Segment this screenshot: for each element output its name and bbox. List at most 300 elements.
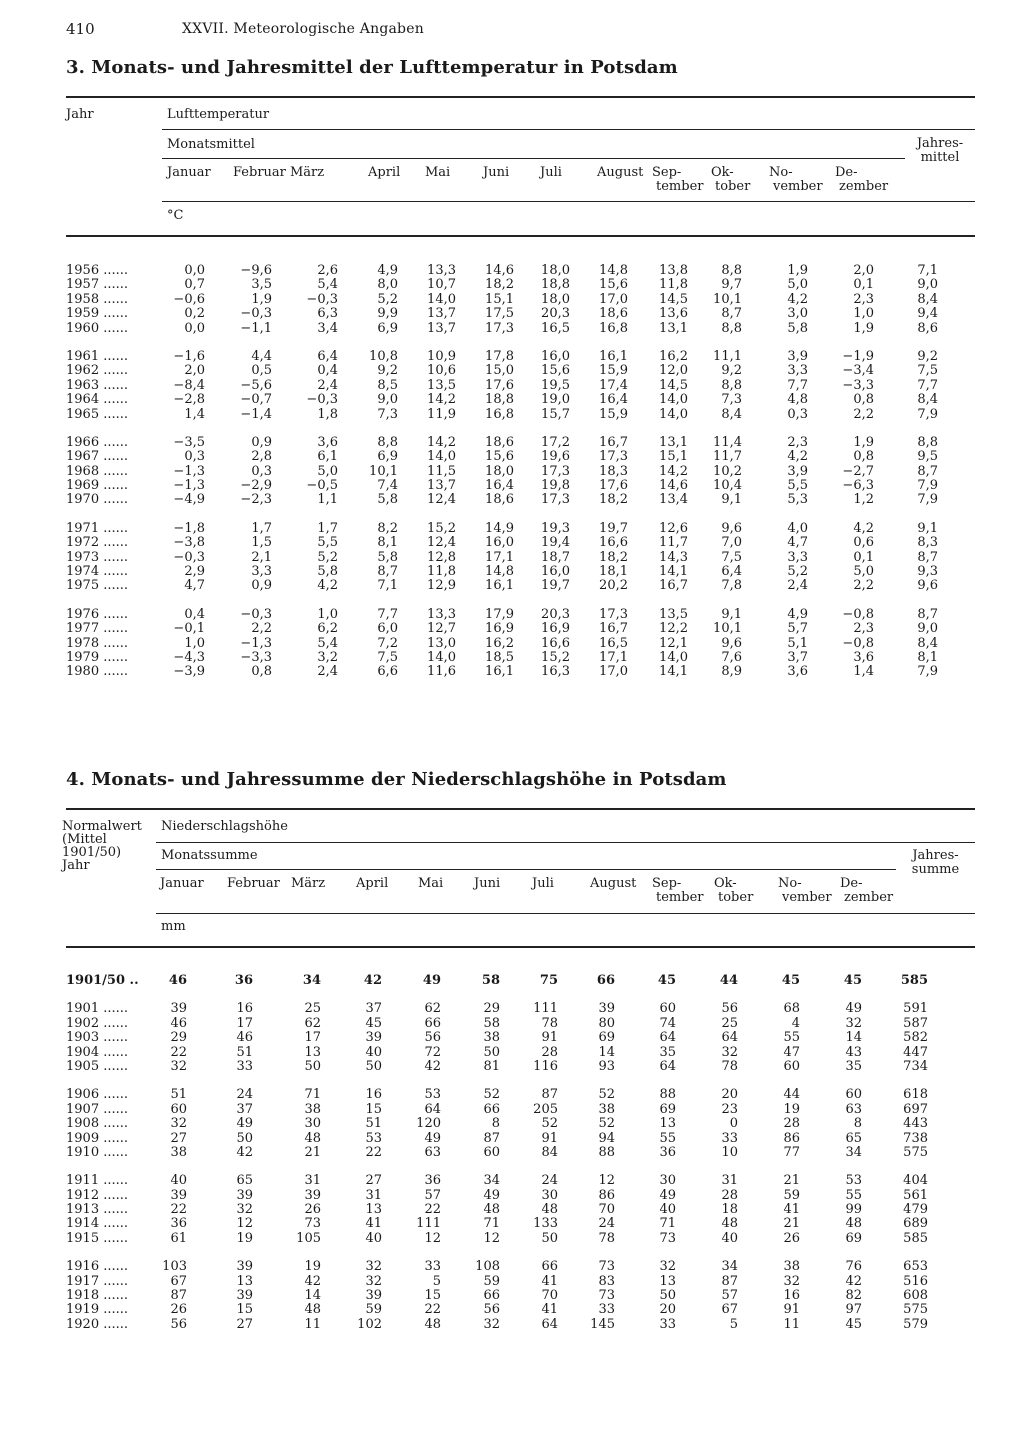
table4-cell: 62 — [304, 1015, 321, 1031]
table3-cell: 2,2 — [853, 406, 874, 422]
table4-cell: 102 — [357, 1316, 382, 1332]
table4-cell: 68 — [783, 1001, 800, 1017]
table3-row — [0, 536, 1024, 550]
table3-cell: 8,8 — [721, 320, 742, 336]
table3-cell: 7,1 — [917, 263, 938, 278]
table4-cell: 43 — [845, 1044, 862, 1060]
table4-cell: 38 — [783, 1259, 800, 1275]
table3-cell: −4,9 — [173, 492, 205, 508]
table4-cell: 25 — [304, 1001, 321, 1017]
table3-cell: −0,3 — [306, 392, 338, 408]
table4-cell: 71 — [304, 1087, 321, 1103]
table4-cell: 87 — [483, 1130, 500, 1146]
table3-cell: 19,8 — [541, 478, 570, 494]
table3-cell: 14,0 — [427, 449, 456, 465]
table3-row-group — [0, 608, 1024, 680]
table3-cell: −2,8 — [173, 392, 205, 408]
table3-rule-group — [162, 129, 975, 130]
table3-rule-months — [162, 201, 975, 202]
table3-cell: 20,2 — [599, 578, 628, 594]
table4-cell: 13 — [236, 1273, 253, 1289]
table4-row — [0, 1146, 1024, 1160]
table4-cell: 36 — [659, 1144, 676, 1160]
table3-cell: 5,2 — [787, 564, 808, 580]
table4-cell: 52 — [541, 1116, 558, 1132]
table4-cell: 73 — [598, 1288, 615, 1304]
table4-cell: 19 — [236, 1230, 253, 1246]
table4-cell: 39 — [598, 1001, 615, 1017]
table4-normal-cell: 58 — [481, 973, 500, 988]
table3-cell: −0,3 — [240, 606, 272, 622]
table3-cell: 9,3 — [917, 564, 938, 580]
table4-cell: 22 — [170, 1044, 187, 1060]
table3-cell: 17,3 — [541, 463, 570, 479]
table4-cell: 29 — [170, 1030, 187, 1046]
table4-row — [0, 1275, 1024, 1289]
table4-normal-cell: 44 — [719, 973, 738, 988]
table3-cell: 11,7 — [713, 449, 742, 465]
table4-cell: 88 — [598, 1144, 615, 1160]
table3-cell: −1,4 — [240, 406, 272, 422]
table3-month-header: Februar — [233, 165, 286, 180]
table4-cell: 41 — [541, 1273, 558, 1289]
table3-cell: 16,9 — [541, 621, 570, 637]
table3-cell: 16,9 — [485, 621, 514, 637]
table4-cell: 53 — [365, 1130, 382, 1146]
table3-cell: −5,6 — [240, 377, 272, 393]
table3-cell: 9,5 — [917, 449, 938, 465]
table3-cell: 9,1 — [721, 492, 742, 508]
table4-normal-cell: 34 — [302, 973, 321, 988]
table3-cell: −0,7 — [240, 392, 272, 408]
table3-cell: 8,7 — [917, 549, 938, 565]
table4-cell: 88 — [659, 1087, 676, 1103]
table3-cell: 9,7 — [721, 277, 742, 293]
table3-cell: 5,2 — [377, 291, 398, 307]
table4-cell: 37 — [365, 1001, 382, 1017]
table4-cell: 91 — [541, 1030, 558, 1046]
table3-cell: −1,9 — [842, 348, 874, 364]
table3-cell: 15,0 — [485, 363, 514, 379]
table4-cell: 13 — [659, 1116, 676, 1132]
table4-cell: 64 — [541, 1316, 558, 1332]
table3-cell: 3,4 — [317, 320, 338, 336]
table3-cell: 13,7 — [427, 478, 456, 494]
table4-cell: 49 — [659, 1187, 676, 1203]
table3-cell: 18,3 — [599, 463, 628, 479]
table3-cell: 16,4 — [485, 478, 514, 494]
table4-cell: 22 — [170, 1202, 187, 1218]
table4-cell: 56 — [483, 1302, 500, 1318]
table3-cell: 17,4 — [599, 377, 628, 393]
table4-cell: 30 — [541, 1187, 558, 1203]
table4-cell: 404 — [903, 1173, 928, 1189]
table4-cell: 31 — [304, 1173, 321, 1189]
table3-cell: 17,5 — [485, 306, 514, 322]
table3-cell: 15,6 — [541, 363, 570, 379]
table4-month-header: Januar — [160, 876, 204, 891]
table4-cell: 44 — [783, 1087, 800, 1103]
table4-cell: 82 — [845, 1288, 862, 1304]
table4-cell: 50 — [483, 1044, 500, 1060]
table3-cell: 3,9 — [787, 463, 808, 479]
table3-cell: 0,9 — [251, 578, 272, 594]
table4-cell: 71 — [659, 1216, 676, 1232]
table3-cell: 18,6 — [485, 492, 514, 508]
table3-cell: 1,9 — [853, 434, 874, 450]
table3-cell: 4,2 — [317, 578, 338, 594]
table4-cell: 22 — [424, 1202, 441, 1218]
table3-cell: 14,0 — [427, 649, 456, 665]
table3-cell: 4,2 — [787, 449, 808, 465]
table4-normal-cell: 49 — [422, 973, 441, 988]
table3-cell: 10,9 — [427, 348, 456, 364]
table4-cell: 575 — [903, 1144, 928, 1160]
table3-cell: 9,1 — [917, 520, 938, 536]
table4-cell: 5 — [432, 1273, 441, 1289]
table3-cell: 0,5 — [251, 363, 272, 379]
table3-cell: 17,6 — [599, 478, 628, 494]
table3-cell: 2,2 — [251, 621, 272, 637]
table4-cell: 91 — [783, 1302, 800, 1318]
table3-cell: 2,9 — [184, 564, 205, 580]
table3-cell: 0,4 — [184, 606, 205, 622]
table4-group-header: Niederschlagshöhe — [161, 819, 288, 834]
table3-cell: 4,9 — [787, 606, 808, 622]
table3-row — [0, 436, 1024, 450]
table3-row — [0, 493, 1024, 507]
table4-cell: 40 — [365, 1230, 382, 1246]
table3-cell: 5,8 — [377, 549, 398, 565]
table4-cell: 52 — [598, 1087, 615, 1103]
table3-cell: 17,8 — [485, 348, 514, 364]
table3-cell: 8,4 — [917, 392, 938, 408]
table4-cell: 34 — [845, 1144, 862, 1160]
table4-cell: 48 — [721, 1216, 738, 1232]
table4-cell: 55 — [659, 1130, 676, 1146]
table4-row-group — [0, 1088, 1024, 1160]
table4-cell: 73 — [598, 1259, 615, 1275]
table4-cell: 41 — [783, 1202, 800, 1218]
table4-cell: 689 — [903, 1216, 928, 1232]
table4-cell: 591 — [903, 1001, 928, 1017]
table4-cell: 31 — [721, 1173, 738, 1189]
table3-cell: 10,8 — [369, 348, 398, 364]
table4-cell: 14 — [845, 1030, 862, 1046]
table3-cell: 16,2 — [485, 635, 514, 651]
table4-cell: 38 — [170, 1144, 187, 1160]
table3-cell: 19,7 — [599, 520, 628, 536]
table3-cell: 8,8 — [377, 434, 398, 450]
table3-cell: 16,1 — [599, 348, 628, 364]
table3-cell: 14,8 — [599, 263, 628, 278]
table3-year-label: 1961 ...... — [66, 348, 129, 364]
table3-cell: 17,3 — [541, 492, 570, 508]
table3-cell: 16,7 — [599, 621, 628, 637]
table3-cell: 15,2 — [427, 520, 456, 536]
table3-cell: 17,0 — [599, 664, 628, 680]
table3-cell: 7,9 — [917, 664, 938, 680]
table3-year-label: 1957 ...... — [66, 277, 129, 293]
table3-cell: 16,7 — [599, 434, 628, 450]
table4-cell: 66 — [424, 1015, 441, 1031]
table3-cell: 16,1 — [485, 578, 514, 594]
table3-cell: 18,6 — [485, 434, 514, 450]
table3-cell: 11,8 — [659, 277, 688, 293]
table3-cell: 18,8 — [485, 392, 514, 408]
table4-cell: 60 — [845, 1087, 862, 1103]
table3-cell: 1,9 — [251, 291, 272, 307]
table3-cell: 1,9 — [787, 263, 808, 278]
table3-cell: 16,7 — [659, 578, 688, 594]
table3-cell: 14,2 — [659, 463, 688, 479]
table4-row — [0, 1217, 1024, 1231]
table4-cell: 32 — [170, 1058, 187, 1074]
table4-cell: 91 — [541, 1130, 558, 1146]
table3-cell: −6,3 — [842, 478, 874, 494]
table3-row-group — [0, 264, 1024, 336]
table4-cell: 39 — [304, 1187, 321, 1203]
table3-year-header: Jahr — [66, 107, 94, 122]
table3-row — [0, 278, 1024, 292]
table3-year-label: 1978 ...... — [66, 635, 129, 651]
table3-cell: 1,4 — [853, 664, 874, 680]
table3-cell: 9,0 — [377, 392, 398, 408]
table4-cell: 51 — [365, 1116, 382, 1132]
table4-row — [0, 1117, 1024, 1131]
table4-month-header: August — [590, 876, 637, 891]
table3-month-header: April — [368, 165, 401, 180]
table4-cell: 585 — [903, 1230, 928, 1246]
table4-cell: 15 — [424, 1288, 441, 1304]
table4-cell: 87 — [721, 1273, 738, 1289]
table3-cell: 9,2 — [377, 363, 398, 379]
table4-month-header: Juni — [474, 876, 501, 891]
table3-cell: 2,0 — [184, 363, 205, 379]
table4-cell: 23 — [721, 1101, 738, 1117]
table3-cell: 14,8 — [485, 564, 514, 580]
table3-cell: 16,0 — [541, 564, 570, 580]
table3-cell: −0,1 — [173, 621, 205, 637]
table4-cell: 59 — [783, 1187, 800, 1203]
table4-cell: 16 — [236, 1001, 253, 1017]
table4-cell: 108 — [475, 1259, 500, 1275]
table4-cell: 35 — [845, 1058, 862, 1074]
table3-cell: 10,2 — [713, 463, 742, 479]
table3-cell: 12,1 — [659, 635, 688, 651]
table4-cell: 39 — [236, 1187, 253, 1203]
table4-rule-sub — [156, 869, 896, 870]
table4-year-label: 1917 ...... — [66, 1273, 129, 1289]
table3-cell: 9,6 — [721, 520, 742, 536]
table4-month-header: März — [291, 876, 326, 891]
table3-cell: 16,8 — [485, 406, 514, 422]
table4-normal-cell: 36 — [234, 973, 253, 988]
table4-rule-group — [156, 842, 975, 843]
table4-cell: 21 — [783, 1216, 800, 1232]
table3-cell: 2,4 — [317, 664, 338, 680]
table4-cell: 57 — [424, 1187, 441, 1203]
table3-cell: 9,6 — [917, 578, 938, 594]
table3-row — [0, 637, 1024, 651]
table3-cell: −3,4 — [842, 363, 874, 379]
table4-cell: 36 — [170, 1216, 187, 1232]
table4-cell: 66 — [483, 1101, 500, 1117]
table3-cell: 5,2 — [317, 549, 338, 565]
table3-cell: 19,0 — [541, 392, 570, 408]
table3-cell: 15,1 — [659, 449, 688, 465]
table4-cell: 32 — [365, 1273, 382, 1289]
table3-cell: 2,3 — [853, 621, 874, 637]
table3-cell: 18,0 — [541, 263, 570, 278]
table3-title: 3. Monats- und Jahresmittel der Lufttemperatur in Potsdam — [66, 57, 678, 78]
table3-cell: 18,2 — [485, 277, 514, 293]
table3-row — [0, 408, 1024, 422]
table3-cell: 7,9 — [917, 406, 938, 422]
table3-year-label: 1960 ...... — [66, 320, 129, 336]
table4-title: 4. Monats- und Jahressumme der Niederschlagshöhe in Potsdam — [66, 769, 727, 790]
table4-cell: 17 — [236, 1015, 253, 1031]
table3-cell: 2,2 — [853, 578, 874, 594]
table4-cell: 65 — [845, 1130, 862, 1146]
table3-cell: −4,3 — [173, 649, 205, 665]
table4-cell: 32 — [721, 1044, 738, 1060]
table3-cell: 1,7 — [251, 520, 272, 536]
table3-month-header: Sep- tember — [652, 165, 704, 194]
table4-cell: 133 — [533, 1216, 558, 1232]
table4-year-label: 1912 ...... — [66, 1187, 129, 1203]
table3-cell: 0,9 — [251, 434, 272, 450]
table4-cell: 20 — [659, 1302, 676, 1318]
table3-unit: °C — [167, 208, 184, 223]
table3-cell: 5,8 — [377, 492, 398, 508]
table4-year-label: 1908 ...... — [66, 1116, 129, 1132]
table3-year-label: 1965 ...... — [66, 406, 129, 422]
table4-cell: 447 — [903, 1044, 928, 1060]
table4-cell: 50 — [304, 1058, 321, 1074]
table3-cell: −0,3 — [306, 291, 338, 307]
table3-cell: 16,6 — [599, 535, 628, 551]
table4-month-header: De- zember — [840, 876, 894, 905]
table3-cell: 5,0 — [853, 564, 874, 580]
table4-month-header: Juli — [532, 876, 554, 891]
table4-cell: 76 — [845, 1259, 862, 1275]
table4-cell: 45 — [365, 1015, 382, 1031]
table3-cell: 3,2 — [317, 649, 338, 665]
table3-cell: 5,1 — [787, 635, 808, 651]
table3-year-label: 1975 ...... — [66, 578, 129, 594]
table3-cell: 12,4 — [427, 535, 456, 551]
table3-cell: 10,4 — [713, 478, 742, 494]
table4-cell: 49 — [845, 1001, 862, 1017]
table4-cell: 15 — [236, 1302, 253, 1318]
table4-cell: 53 — [424, 1087, 441, 1103]
table3-cell: 7,9 — [917, 478, 938, 494]
table3-header-bottom-rule — [66, 235, 975, 237]
table4-cell: 63 — [424, 1144, 441, 1160]
table4-cell: 50 — [541, 1230, 558, 1246]
table4-cell: 86 — [598, 1187, 615, 1203]
table3-cell: 14,5 — [659, 291, 688, 307]
table3-cell: 17,6 — [485, 377, 514, 393]
table4-cell: 69 — [598, 1030, 615, 1046]
table4-cell: 27 — [236, 1316, 253, 1332]
table4-cell: 111 — [533, 1001, 558, 1017]
table3-cell: 5,0 — [787, 277, 808, 293]
table4-cell: 24 — [598, 1216, 615, 1232]
page-number: 410 — [66, 20, 95, 38]
table3-cell: 6,9 — [377, 449, 398, 465]
table3-cell: 5,3 — [787, 492, 808, 508]
table4-cell: 5 — [729, 1316, 738, 1332]
table4-cell: 575 — [903, 1302, 928, 1318]
table4-cell: 45 — [845, 1316, 862, 1332]
table4-sub-header: Monatssumme — [161, 848, 258, 863]
table4-cell: 8 — [491, 1116, 500, 1132]
table4-cell: 29 — [483, 1001, 500, 1017]
table4-cell: 74 — [659, 1015, 676, 1031]
table3-cell: 5,4 — [317, 277, 338, 293]
table3-cell: 8,7 — [721, 306, 742, 322]
table4-cell: 17 — [304, 1030, 321, 1046]
table4-cell: 11 — [304, 1316, 321, 1332]
table4-cell: 561 — [903, 1187, 928, 1203]
table3-cell: 7,5 — [917, 363, 938, 379]
table4-cell: 78 — [541, 1015, 558, 1031]
table3-row — [0, 364, 1024, 378]
table4-row — [0, 1088, 1024, 1102]
table4-rule-months — [156, 913, 975, 914]
table4-cell: 73 — [659, 1230, 676, 1246]
table4-cell: 71 — [483, 1216, 500, 1232]
table3-cell: 8,8 — [721, 263, 742, 278]
table3-row — [0, 307, 1024, 321]
table4-cell: 66 — [541, 1259, 558, 1275]
table4-cell: 26 — [304, 1202, 321, 1218]
table4-month-header: Februar — [227, 876, 280, 891]
table3-cell: 12,8 — [427, 549, 456, 565]
table3-cell: 10,7 — [427, 277, 456, 293]
table3-row — [0, 450, 1024, 464]
table3-body — [0, 264, 1024, 680]
table3-cell: 0,0 — [184, 320, 205, 336]
table3-cell: 3,9 — [787, 348, 808, 364]
table3-cell: 8,9 — [721, 664, 742, 680]
table3-cell: 16,1 — [485, 664, 514, 680]
table3-cell: 12,6 — [659, 520, 688, 536]
table4-cell: 60 — [659, 1001, 676, 1017]
table3-cell: 0,1 — [853, 549, 874, 565]
table4-row — [0, 1103, 1024, 1117]
table3-row — [0, 264, 1024, 278]
table4-cell: 39 — [236, 1288, 253, 1304]
table3-cell: 12,4 — [427, 492, 456, 508]
table4-cell: 59 — [365, 1302, 382, 1318]
table3-cell: 9,2 — [721, 363, 742, 379]
table3-cell: 5,7 — [787, 621, 808, 637]
table4-cell: 69 — [845, 1230, 862, 1246]
table4-cell: 72 — [424, 1044, 441, 1060]
table4-cell: 32 — [783, 1273, 800, 1289]
table3-cell: 0,4 — [317, 363, 338, 379]
table3-cell: 14,0 — [659, 649, 688, 665]
table3-cell: 14,6 — [485, 263, 514, 278]
table3-cell: 7,9 — [917, 492, 938, 508]
table4-cell: 64 — [721, 1030, 738, 1046]
table3-cell: 3,6 — [853, 649, 874, 665]
table4-cell: 205 — [533, 1101, 558, 1117]
table4-cell: 22 — [424, 1302, 441, 1318]
